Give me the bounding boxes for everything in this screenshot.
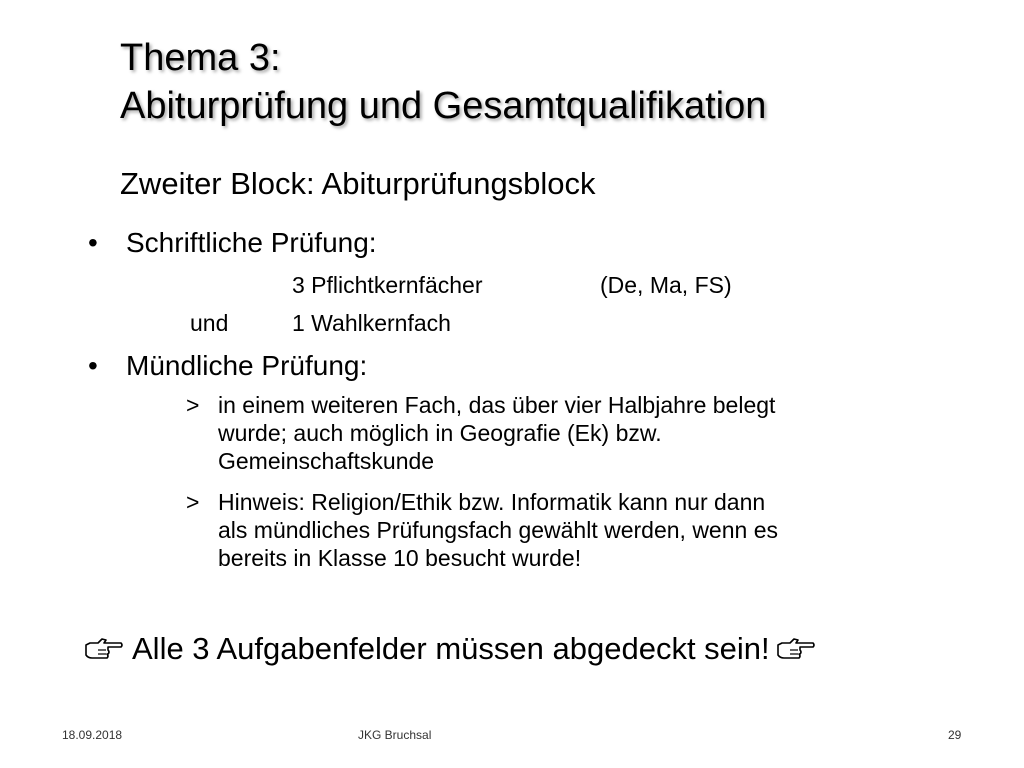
oral-item-2-text — [218, 488, 926, 572]
oral-exam-heading: Mündliche Prüfung: — [126, 350, 368, 381]
title-line-2: Abiturprüfung und Gesamtqualifikation — [120, 85, 767, 127]
core-subjects-count: 3 Pflichtkernfächer — [292, 272, 483, 298]
footer-school: JKG Bruchsal — [358, 728, 432, 742]
written-exam-heading: Schriftliche Prüfung: — [126, 227, 377, 258]
bullet-written-exam — [88, 226, 377, 260]
slide-subtitle: Zweiter Block: Abiturprüfungsblock — [120, 166, 596, 201]
elective-core-subject: 1 Wahlkernfach — [292, 310, 451, 336]
hint-text: Alle 3 Aufgabenfelder müssen abgedeckt sein! — [132, 631, 770, 666]
oral-item-2 — [186, 488, 926, 572]
connector-und: und — [190, 310, 229, 336]
oral-item-1-text — [218, 391, 926, 475]
text-line: Hinweis: Religion/Ethik bzw. Informatik kann nur dann — [218, 489, 766, 515]
hint-line — [84, 630, 816, 668]
bullet-oral-exam — [88, 349, 367, 383]
text-line: wurde; auch möglich in Geografie (Ek) bzw. — [218, 420, 662, 446]
text-line: in einem weiteren Fach, das über vier Halbjahre belegt — [218, 392, 776, 418]
oral-item-1 — [186, 391, 926, 475]
bullet-dot: • — [88, 350, 98, 381]
core-subjects-list: (De, Ma, FS) — [600, 272, 732, 298]
footer-date: 18.09.2018 — [62, 728, 123, 742]
bullet-dot: • — [88, 227, 98, 258]
text-line: Gemeinschaftskunde — [218, 448, 435, 474]
text-line: als mündliches Prüfungsfach gewählt werden, wenn es — [218, 517, 778, 543]
slide-title — [120, 34, 766, 130]
text-line: bereits in Klasse 10 besucht wurde! — [218, 545, 582, 571]
pointing-hand-icon — [776, 637, 816, 661]
title-line-1: Thema 3: — [120, 37, 281, 79]
sub-marker: > — [186, 489, 200, 515]
footer-page-number: 29 — [948, 728, 962, 742]
sub-marker: > — [186, 392, 200, 418]
pointing-hand-icon — [84, 637, 124, 661]
